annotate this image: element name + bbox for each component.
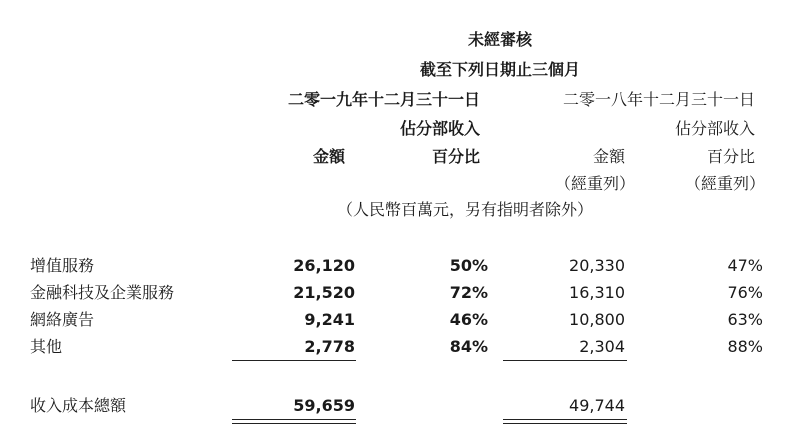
percentage-2018-heading: 百分比 [706, 147, 755, 166]
pct-2019-cell: 84% [449, 337, 488, 356]
subtotal-rule-2019 [232, 360, 356, 361]
percentage-2019-heading: 百分比 [431, 147, 480, 166]
date-2018-heading: 二零一八年十二月三十一日 [562, 90, 755, 109]
total-label: 收入成本總額 [30, 396, 127, 415]
total-double-rule-2019-top [232, 419, 356, 420]
amount-2019-heading: 金額 [312, 147, 345, 166]
pct-2018-cell: 76% [727, 283, 763, 302]
amount-2018-cell: 10,800 [569, 310, 625, 329]
pct-2019-cell: 72% [449, 283, 488, 302]
amount-2019-cell: 21,520 [293, 283, 355, 302]
row-label: 其他 [30, 337, 63, 356]
pct-2018-cell: 63% [727, 310, 763, 329]
total-double-rule-2018-top [503, 419, 627, 420]
row-label: 金融科技及企業服務 [30, 283, 175, 302]
subtotal-rule-2018 [503, 360, 627, 361]
pct-2018-cell: 47% [727, 256, 763, 275]
total-double-rule-2018-bottom [503, 423, 627, 424]
amount-2019-cell: 26,120 [293, 256, 355, 275]
total-double-rule-2019-bottom [232, 423, 356, 424]
unit-note: （人民幣百萬元，另有指明者除外） [337, 200, 594, 219]
amount-2018-heading: 金額 [592, 147, 625, 166]
restated-percentage-note: （經重列） [684, 174, 765, 193]
amount-2019-cell: 9,241 [304, 310, 355, 329]
row-label: 增值服務 [30, 256, 95, 275]
pct-2019-cell: 46% [449, 310, 488, 329]
date-2019-heading: 二零一九年十二月三十一日 [287, 90, 480, 109]
pct-2018-cell: 88% [727, 337, 763, 356]
amount-2018-cell: 2,304 [579, 337, 625, 356]
total-amount-2019: 59,659 [293, 396, 355, 415]
amount-2018-cell: 20,330 [569, 256, 625, 275]
total-amount-2018: 49,744 [569, 396, 625, 415]
unaudited-label: 未經審核 [467, 30, 532, 49]
period-label: 截至下列日期止三個月 [419, 60, 580, 79]
row-label: 網絡廣告 [30, 310, 95, 329]
pct-2019-cell: 50% [449, 256, 488, 275]
pct-of-revenue-2018-heading: 佔分部收入 [674, 119, 755, 138]
amount-2018-cell: 16,310 [569, 283, 625, 302]
amount-2019-cell: 2,778 [304, 337, 355, 356]
pct-of-revenue-2019-heading: 佔分部收入 [399, 119, 480, 138]
restated-amount-note: （經重列） [554, 174, 635, 193]
